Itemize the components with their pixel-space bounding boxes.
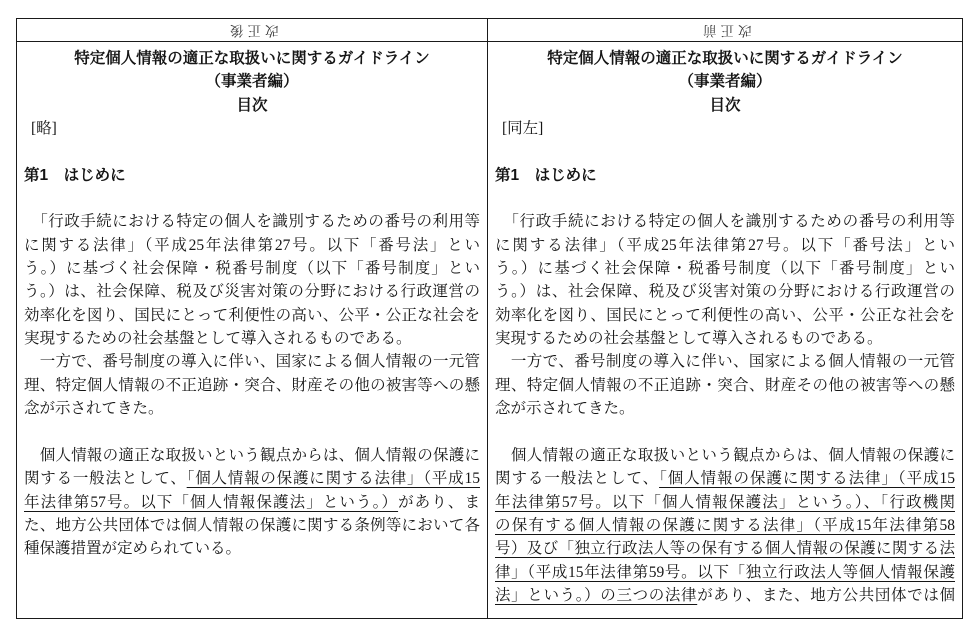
text-segment: 理、特定個人情報の不正追跡・突合、財産その他の被害等への懸 bbox=[495, 376, 955, 394]
text-segment: 実現するための社会基盤として導入されるものである。 bbox=[24, 330, 412, 348]
text-segment: 第1 はじめに bbox=[24, 166, 126, 184]
blank-line bbox=[495, 421, 955, 444]
text-segment: 効率化を図り、国民にとって利便性の高い、公平・公正な社会を bbox=[24, 306, 480, 324]
blank-line bbox=[24, 140, 480, 163]
heading-line bbox=[495, 164, 955, 187]
text-segment: があり、ま bbox=[398, 493, 480, 511]
column-after-content bbox=[17, 42, 487, 561]
body-line bbox=[24, 514, 480, 537]
text-segment: 関する一般法として、 bbox=[495, 470, 660, 488]
body-line bbox=[495, 397, 955, 420]
title-line bbox=[495, 47, 955, 70]
text-segment: 「行政手続における特定の個人を識別するための番号の利用等 bbox=[495, 213, 955, 231]
body-line bbox=[495, 537, 955, 560]
text-segment: う。）は、社会保障、税及び災害対策の分野における行政運営の bbox=[24, 283, 480, 301]
body-line bbox=[24, 491, 480, 514]
text-segment: 個人情報の適正な取扱いという観点からは、個人情報の保護に bbox=[24, 446, 480, 464]
text-segment: 特定個人情報の適正な取扱いに関するガイドライン bbox=[547, 50, 903, 67]
text-segment: 第1 はじめに bbox=[495, 166, 597, 184]
blank-line bbox=[24, 421, 480, 444]
text-segment: に関する法律」（平成25年法律第27号。以下「番号法」とい bbox=[24, 236, 480, 254]
underlined-revision-text: 「個人情報の保護に関する法律」（平成15 bbox=[186, 470, 480, 488]
title-line bbox=[24, 94, 480, 117]
title-line bbox=[24, 47, 480, 70]
text-segment: 「行政手続における特定の個人を識別するための番号の利用等 bbox=[24, 213, 480, 231]
body-line bbox=[24, 537, 480, 560]
text-segment: （事業者編） bbox=[678, 73, 772, 91]
body-line bbox=[495, 491, 955, 514]
blank-line bbox=[495, 140, 955, 163]
text-segment: に関する法律」（平成25年法律第27号。以下「番号法」とい bbox=[495, 236, 955, 254]
text-segment: 目次 bbox=[709, 96, 741, 114]
text-segment: 目次 bbox=[236, 96, 268, 114]
text-segment: があり、また、地方公共団体では個 bbox=[697, 586, 955, 604]
note-line bbox=[495, 117, 955, 140]
body-line bbox=[24, 467, 480, 490]
text-segment: う。）に基づく社会保障・税番号制度（以下「番号制度」とい bbox=[495, 260, 955, 278]
text-segment: 念が示されてきた。 bbox=[495, 400, 635, 418]
body-line bbox=[495, 514, 955, 537]
body-line bbox=[495, 234, 955, 257]
text-segment: 種保護措置が定められている。 bbox=[24, 540, 242, 558]
underlined-revision-text: 年法律第57号。以下「個人情報保護法」という。） bbox=[24, 493, 399, 511]
header-row bbox=[17, 19, 963, 42]
column-before-content bbox=[488, 42, 962, 607]
heading-line bbox=[24, 164, 480, 187]
body-line bbox=[24, 327, 480, 350]
body-line bbox=[24, 257, 480, 280]
body-line bbox=[24, 350, 480, 373]
body-row bbox=[17, 42, 963, 619]
text-segment: 関する一般法として、 bbox=[24, 470, 187, 488]
body-line bbox=[495, 257, 955, 280]
text-segment: 個人情報の適正な取扱いという観点からは、個人情報の保護に bbox=[495, 446, 955, 464]
body-line bbox=[24, 444, 480, 467]
blank-line bbox=[24, 187, 480, 210]
body-line bbox=[495, 350, 955, 373]
body-line bbox=[495, 304, 955, 327]
body-line bbox=[495, 467, 955, 490]
text-segment: [同左] bbox=[502, 120, 544, 138]
text-segment: う。）に基づく社会保障・税番号制度（以下「番号制度」とい bbox=[24, 260, 480, 278]
text-segment: 理、特定個人情報の不正追跡・突合、財産その他の被害等への懸 bbox=[24, 376, 480, 394]
text-segment: 効率化を図り、国民にとって利便性の高い、公平・公正な社会を bbox=[495, 306, 955, 324]
body-line bbox=[24, 234, 480, 257]
underlined-revision-text: 号）及び「独立行政法人等の保有する個人情報の保護に関する法 bbox=[495, 540, 955, 558]
blank-line bbox=[495, 187, 955, 210]
body-line bbox=[495, 210, 955, 233]
body-line bbox=[495, 584, 955, 607]
rotated-header-after-label: 改正後 bbox=[225, 23, 279, 38]
title-line bbox=[495, 70, 955, 93]
title-line bbox=[495, 94, 955, 117]
body-line bbox=[495, 374, 955, 397]
rotated-header-before-label: 改正前 bbox=[698, 23, 752, 38]
text-segment: 実現するための社会基盤として導入されるものである。 bbox=[495, 330, 883, 348]
column-header-after bbox=[17, 19, 488, 42]
body-line bbox=[24, 280, 480, 303]
body-line bbox=[495, 280, 955, 303]
underlined-revision-text: の保有する個人情報の保護に関する法律」（平成15年法律第58 bbox=[495, 516, 955, 534]
note-line bbox=[24, 117, 480, 140]
body-line bbox=[495, 444, 955, 467]
body-line bbox=[24, 210, 480, 233]
text-segment: た、地方公共団体では個人情報の保護に関する条例等において各 bbox=[24, 516, 480, 534]
column-header-before bbox=[488, 19, 963, 42]
text-segment: （事業者編） bbox=[205, 73, 299, 91]
body-line bbox=[24, 304, 480, 327]
text-segment: 一方で、番号制度の導入に伴い、国家による個人情報の一元管 bbox=[495, 353, 955, 371]
title-line bbox=[24, 70, 480, 93]
text-segment: 特定個人情報の適正な取扱いに関するガイドライン bbox=[74, 50, 430, 67]
underlined-revision-text: 「個人情報の保護に関する法律」（平成15 bbox=[659, 470, 955, 488]
underlined-revision-text: 年法律第57号。以下「個人情報保護法」という。）、「行政機関 bbox=[495, 493, 955, 511]
text-segment: う。）は、社会保障、税及び災害対策の分野における行政運営の bbox=[495, 283, 955, 301]
text-segment: 念が示されてきた。 bbox=[24, 400, 164, 418]
comparison-table bbox=[16, 18, 963, 619]
underlined-revision-text: 法」という。）の三つの法律 bbox=[495, 586, 698, 604]
column-before-cell bbox=[488, 42, 963, 619]
body-line bbox=[24, 374, 480, 397]
underlined-revision-text: 律」（平成15年法律第59号。以下「独立行政法人等個人情報保護 bbox=[495, 563, 955, 581]
column-after-cell bbox=[17, 42, 488, 619]
text-segment: 一方で、番号制度の導入に伴い、国家による個人情報の一元管 bbox=[24, 353, 480, 371]
body-line bbox=[495, 327, 955, 350]
text-segment: [略] bbox=[31, 120, 57, 138]
body-line bbox=[495, 561, 955, 584]
body-line bbox=[24, 397, 480, 420]
